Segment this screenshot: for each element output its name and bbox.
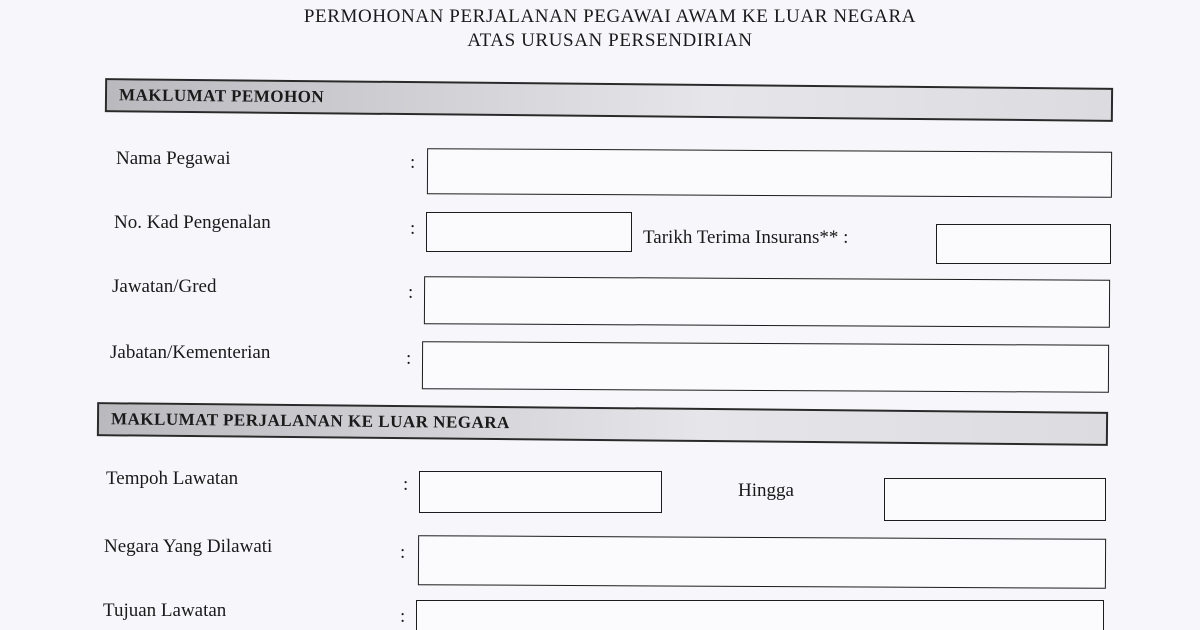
label-tujuan-lawatan: Tujuan Lawatan xyxy=(103,600,227,621)
label-nama-pegawai: Nama Pegawai xyxy=(116,148,231,169)
label-hingga: Hingga xyxy=(738,480,794,501)
tempoh-lawatan-field[interactable] xyxy=(419,471,662,513)
label-negara-dilawati: Negara Yang Dilawati xyxy=(104,536,273,557)
colon: : xyxy=(410,218,416,239)
label-tempoh-lawatan: Tempoh Lawatan xyxy=(106,468,239,489)
tarikh-terima-insurans-field[interactable] xyxy=(936,224,1111,264)
nama-pegawai-field[interactable] xyxy=(427,148,1112,198)
colon: : xyxy=(400,542,406,563)
jabatan-kementerian-field[interactable] xyxy=(422,341,1109,393)
jawatan-gred-field[interactable] xyxy=(424,276,1110,328)
no-kad-pengenalan-field[interactable] xyxy=(426,212,632,252)
colon: : xyxy=(406,348,412,369)
form-title-line-1: PERMOHONAN PERJALANAN PEGAWAI AWAM KE LUAR NEGARA xyxy=(303,6,917,27)
colon: : xyxy=(408,282,414,303)
form-title-line-2: ATAS URUSAN PERSENDIRIAN xyxy=(467,30,753,51)
label-jawatan-gred: Jawatan/Gred xyxy=(112,276,217,297)
section-heading-maklumat-perjalanan: MAKLUMAT PERJALANAN KE LUAR NEGARA xyxy=(97,402,1108,446)
hingga-field[interactable] xyxy=(884,478,1106,521)
section-heading-maklumat-pemohon: MAKLUMAT PEMOHON xyxy=(105,78,1113,122)
label-jabatan-kementerian: Jabatan/Kementerian xyxy=(110,342,271,363)
colon: : xyxy=(403,474,409,495)
label-no-kad-pengenalan: No. Kad Pengenalan xyxy=(114,212,271,233)
negara-dilawati-field[interactable] xyxy=(418,535,1106,589)
colon: : xyxy=(400,606,406,627)
label-tarikh-terima-insurans: Tarikh Terima Insurans** : xyxy=(643,227,849,248)
colon: : xyxy=(410,152,416,173)
tujuan-lawatan-field[interactable] xyxy=(416,600,1104,630)
